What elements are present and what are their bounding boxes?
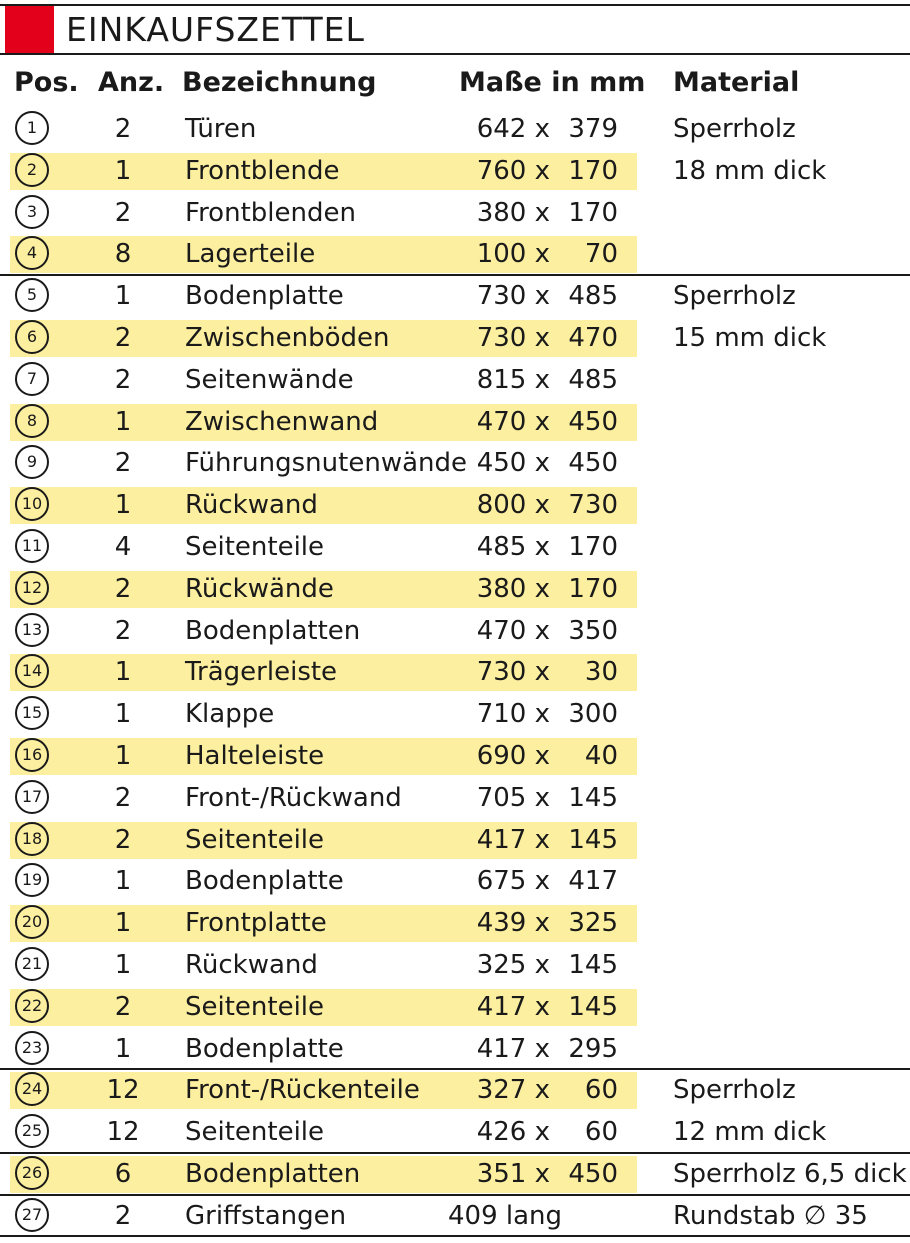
row-dimension-1: 380 x <box>476 197 550 228</box>
row-quantity: 1 <box>114 741 132 771</box>
row-dimension-1: 730 x <box>476 657 550 688</box>
table-row <box>0 1069 910 1111</box>
row-dimension-1: 450 x <box>476 448 550 479</box>
row-pos <box>12 192 52 234</box>
position-number: 13 <box>15 613 49 647</box>
row-dimension-2: 295 <box>568 1033 618 1064</box>
row-quantity: 1 <box>114 699 132 730</box>
row-name: Rückwand <box>185 950 318 980</box>
header-name: Bezeichnung <box>182 67 377 98</box>
position-number: 2 <box>15 153 49 187</box>
row-dimension-2: 470 <box>568 323 618 353</box>
row-material: Rundstab ∅ 35 <box>673 1200 868 1231</box>
row-dimension-2: 40 <box>584 741 618 771</box>
position-number: 10 <box>15 487 49 521</box>
row-name: Frontblende <box>185 155 340 186</box>
header-anz: Anz. <box>98 67 165 98</box>
table-row <box>0 1111 910 1153</box>
row-dimension-1: 800 x <box>476 490 550 521</box>
row-pos <box>12 526 52 568</box>
row-pos <box>12 902 52 944</box>
row-quantity: 2 <box>114 991 132 1022</box>
row-material: 15 mm dick <box>673 323 827 353</box>
row-pos <box>12 735 52 777</box>
table-row <box>0 108 910 150</box>
table-row <box>0 819 910 861</box>
title-top-rule <box>0 4 910 6</box>
row-name: Bodenplatte <box>185 281 344 312</box>
title-bottom-rule <box>0 53 910 55</box>
row-dimension-1: 760 x <box>476 155 550 186</box>
position-number: 25 <box>15 1114 49 1148</box>
header-dims: Maße in mm <box>459 67 646 98</box>
row-quantity: 2 <box>114 114 132 144</box>
position-number: 5 <box>15 278 49 312</box>
table-row <box>0 1028 910 1070</box>
row-dimension-2: 145 <box>568 824 618 855</box>
table-header <box>0 62 910 104</box>
row-dimension-2: 730 <box>568 490 618 521</box>
position-number: 22 <box>15 989 49 1023</box>
row-dimension-1: 470 x <box>476 615 550 646</box>
row-name: Bodenplatte <box>185 1033 344 1064</box>
row-quantity: 1 <box>114 657 132 688</box>
table-row <box>0 777 910 819</box>
row-dimension-2: 145 <box>568 782 618 813</box>
row-pos <box>12 693 52 735</box>
table-row <box>0 1195 910 1237</box>
row-dimension-1: 730 x <box>476 281 550 312</box>
row-dimension-2: 170 <box>568 155 618 186</box>
position-number: 7 <box>15 362 49 396</box>
row-pos <box>12 568 52 610</box>
row-pos <box>12 442 52 484</box>
table-row <box>0 860 910 902</box>
row-quantity: 2 <box>114 323 132 353</box>
row-quantity: 2 <box>114 615 132 646</box>
row-dimension-2: 379 <box>568 114 618 144</box>
row-material: Sperrholz <box>673 114 796 144</box>
row-dimension-1: 417 x <box>476 991 550 1022</box>
row-name: Türen <box>185 114 257 144</box>
position-number: 24 <box>15 1072 49 1106</box>
table-row <box>0 442 910 484</box>
row-pos <box>12 401 52 443</box>
row-dimension-2: 450 <box>568 1159 618 1189</box>
row-dimension-1: 470 x <box>476 406 550 437</box>
row-quantity: 1 <box>114 155 132 186</box>
position-number: 27 <box>15 1198 49 1232</box>
row-dimension-2: 145 <box>568 950 618 980</box>
row-material: Sperrholz <box>673 281 796 312</box>
red-marker <box>5 6 54 54</box>
position-number: 14 <box>15 654 49 688</box>
table-row <box>0 150 910 192</box>
row-quantity: 1 <box>114 908 132 939</box>
position-number: 8 <box>15 404 49 438</box>
row-pos <box>12 610 52 652</box>
table-row <box>0 986 910 1028</box>
row-pos <box>12 108 52 150</box>
row-dimension-1: 675 x <box>476 866 550 897</box>
row-name: Zwischenwand <box>185 406 379 437</box>
row-dimension-2: 485 <box>568 281 618 312</box>
row-dimension-1: 409 lang <box>448 1200 563 1231</box>
row-quantity: 2 <box>114 573 132 604</box>
row-dimension-1: 325 x <box>476 950 550 980</box>
position-number: 16 <box>15 738 49 772</box>
position-number: 12 <box>15 571 49 605</box>
table-row <box>0 233 910 275</box>
row-name: Trägerleiste <box>185 657 338 688</box>
position-number: 4 <box>15 236 49 270</box>
row-name: Griffstangen <box>185 1200 347 1231</box>
row-name: Rückwände <box>185 573 334 604</box>
row-dimension-1: 485 x <box>476 532 550 562</box>
row-quantity: 1 <box>114 1033 132 1064</box>
row-dimension-2: 170 <box>568 532 618 562</box>
row-dimension-1: 426 x <box>476 1117 550 1148</box>
row-quantity: 6 <box>114 1159 132 1189</box>
header-material: Material <box>673 67 800 98</box>
position-number: 18 <box>15 822 49 856</box>
row-dimension-2: 485 <box>568 364 618 395</box>
row-quantity: 8 <box>114 239 132 270</box>
row-pos <box>12 777 52 819</box>
row-name: Lagerteile <box>185 239 316 270</box>
row-quantity: 2 <box>114 364 132 395</box>
row-pos <box>12 1195 52 1237</box>
row-material: Sperrholz 6,5 dick <box>673 1159 907 1189</box>
row-name: Front-/Rückenteile <box>185 1075 420 1106</box>
row-pos <box>12 233 52 275</box>
row-pos <box>12 1069 52 1111</box>
row-name: Rückwand <box>185 490 318 521</box>
row-dimension-2: 325 <box>568 908 618 939</box>
row-dimension-1: 100 x <box>476 239 550 270</box>
row-quantity: 1 <box>114 950 132 980</box>
header-pos: Pos. <box>14 67 79 98</box>
row-pos <box>12 317 52 359</box>
row-pos <box>12 651 52 693</box>
table-row <box>0 526 910 568</box>
table-row <box>0 568 910 610</box>
row-dimension-2: 170 <box>568 197 618 228</box>
row-name: Front-/Rückwand <box>185 782 402 813</box>
table-row <box>0 693 910 735</box>
row-pos <box>12 986 52 1028</box>
position-number: 21 <box>15 947 49 981</box>
group-rule <box>0 274 910 276</box>
row-name: Seitenteile <box>185 824 325 855</box>
row-dimension-2: 60 <box>584 1075 618 1106</box>
row-dimension-2: 70 <box>584 239 618 270</box>
row-dimension-2: 300 <box>568 699 618 730</box>
table-row <box>0 484 910 526</box>
row-name: Bodenplatte <box>185 866 344 897</box>
row-dimension-1: 351 x <box>476 1159 550 1189</box>
position-number: 20 <box>15 905 49 939</box>
position-number: 9 <box>15 445 49 479</box>
row-material: 18 mm dick <box>673 155 827 186</box>
table-row <box>0 401 910 443</box>
row-quantity: 2 <box>114 197 132 228</box>
table-bottom-rule <box>0 1235 910 1237</box>
row-name: Klappe <box>185 699 275 730</box>
row-pos <box>12 150 52 192</box>
row-pos <box>12 1153 52 1195</box>
table-row <box>0 192 910 234</box>
row-pos <box>12 359 52 401</box>
row-dimension-2: 30 <box>584 657 618 688</box>
row-dimension-1: 642 x <box>476 114 550 144</box>
table-row <box>0 651 910 693</box>
row-material: Sperrholz <box>673 1075 796 1106</box>
table-row <box>0 735 910 777</box>
row-dimension-1: 417 x <box>476 824 550 855</box>
position-number: 19 <box>15 863 49 897</box>
row-quantity: 1 <box>114 490 132 521</box>
row-name: Seitenwände <box>185 364 354 395</box>
row-dimension-1: 690 x <box>476 741 550 771</box>
group-rule <box>0 1152 910 1154</box>
row-pos <box>12 275 52 317</box>
row-pos <box>12 860 52 902</box>
row-name: Seitenteile <box>185 532 325 562</box>
row-quantity: 12 <box>106 1117 140 1148</box>
row-dimension-2: 350 <box>568 615 618 646</box>
row-name: Seitenteile <box>185 991 325 1022</box>
table-row <box>0 1153 910 1195</box>
position-number: 15 <box>15 696 49 730</box>
row-name: Bodenplatten <box>185 615 361 646</box>
row-dimension-2: 60 <box>584 1117 618 1148</box>
position-number: 11 <box>15 529 49 563</box>
position-number: 3 <box>15 195 49 229</box>
row-quantity: 4 <box>114 532 132 562</box>
row-material: 12 mm dick <box>673 1117 827 1148</box>
row-pos <box>12 1028 52 1070</box>
table-row <box>0 359 910 401</box>
group-rule <box>0 1068 910 1070</box>
row-dimension-1: 327 x <box>476 1075 550 1106</box>
position-number: 1 <box>15 111 49 145</box>
row-dimension-1: 705 x <box>476 782 550 813</box>
row-name: Bodenplatten <box>185 1159 361 1189</box>
row-quantity: 1 <box>114 406 132 437</box>
row-quantity: 1 <box>114 281 132 312</box>
row-name: Frontblenden <box>185 197 356 228</box>
position-number: 17 <box>15 780 49 814</box>
page-title: EINKAUFSZETTEL <box>66 10 365 49</box>
table-row <box>0 902 910 944</box>
row-quantity: 2 <box>114 1200 132 1231</box>
row-name: Führungsnutenwände <box>185 448 467 479</box>
row-dimension-2: 170 <box>568 573 618 604</box>
position-number: 26 <box>15 1156 49 1190</box>
table-row <box>0 610 910 652</box>
row-dimension-2: 450 <box>568 448 618 479</box>
row-dimension-1: 380 x <box>476 573 550 604</box>
row-quantity: 1 <box>114 866 132 897</box>
row-name: Seitenteile <box>185 1117 325 1148</box>
row-name: Frontplatte <box>185 908 327 939</box>
group-rule <box>0 1194 910 1196</box>
table-row <box>0 275 910 317</box>
row-name: Zwischenböden <box>185 323 390 353</box>
row-pos <box>12 819 52 861</box>
title-bar <box>0 0 910 56</box>
row-dimension-1: 417 x <box>476 1033 550 1064</box>
row-dimension-2: 450 <box>568 406 618 437</box>
row-dimension-1: 439 x <box>476 908 550 939</box>
position-number: 23 <box>15 1031 49 1065</box>
row-pos <box>12 1111 52 1153</box>
row-pos <box>12 484 52 526</box>
row-dimension-1: 815 x <box>476 364 550 395</box>
row-quantity: 2 <box>114 782 132 813</box>
row-quantity: 2 <box>114 448 132 479</box>
row-dimension-2: 145 <box>568 991 618 1022</box>
position-number: 6 <box>15 320 49 354</box>
table-row <box>0 944 910 986</box>
row-pos <box>12 944 52 986</box>
row-dimension-1: 730 x <box>476 323 550 353</box>
row-dimension-1: 710 x <box>476 699 550 730</box>
table-row <box>0 317 910 359</box>
row-quantity: 12 <box>106 1075 140 1106</box>
row-name: Halteleiste <box>185 741 325 771</box>
row-dimension-2: 417 <box>568 866 618 897</box>
row-quantity: 2 <box>114 824 132 855</box>
